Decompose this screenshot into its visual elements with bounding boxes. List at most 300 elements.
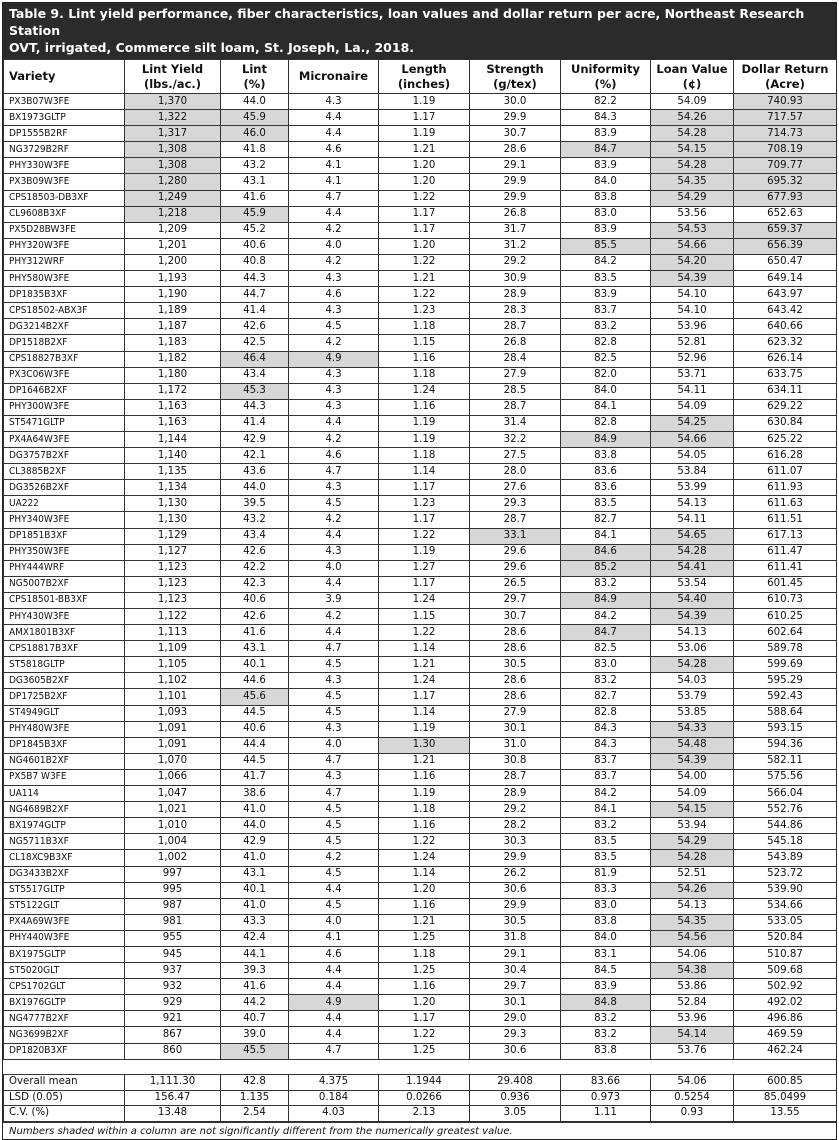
cell-strength: 30.6 xyxy=(470,1043,561,1059)
cell-lint: 43.6 xyxy=(221,464,289,480)
cell-lint-yield: 1,047 xyxy=(125,786,221,802)
cell-lint-yield: 1,091 xyxy=(125,737,221,753)
table-row xyxy=(4,560,837,576)
cell-lint-yield: 860 xyxy=(125,1043,221,1059)
table-row xyxy=(4,110,837,126)
summary-loan-value: 54.06 xyxy=(651,1075,734,1091)
cell-uniformity: 83.8 xyxy=(561,1043,651,1059)
cell-dollar-return: 634.11 xyxy=(734,383,837,399)
table-row xyxy=(4,319,837,335)
table-row xyxy=(4,271,837,287)
cell-lint: 39.0 xyxy=(221,1027,289,1043)
cell-variety: ST5122GLT xyxy=(4,898,125,914)
cell-dollar-return: 601.45 xyxy=(734,576,837,592)
header-micronaire: Micronaire xyxy=(289,60,379,94)
cell-variety: PHY300W3FE xyxy=(4,399,125,415)
cell-variety: PX3B09W3FE xyxy=(4,174,125,190)
cell-lint: 44.5 xyxy=(221,753,289,769)
cell-lint: 44.3 xyxy=(221,399,289,415)
table-row xyxy=(4,222,837,238)
cell-variety: ST4949GLT xyxy=(4,705,125,721)
cell-dollar-return: 544.86 xyxy=(734,818,837,834)
cell-micronaire: 4.5 xyxy=(289,898,379,914)
cell-dollar-return: 610.73 xyxy=(734,592,837,608)
cell-uniformity: 84.7 xyxy=(561,142,651,158)
cell-lint: 43.4 xyxy=(221,528,289,544)
cell-lint: 44.5 xyxy=(221,705,289,721)
cell-micronaire: 4.5 xyxy=(289,657,379,673)
cell-strength: 31.0 xyxy=(470,737,561,753)
cell-lint: 43.2 xyxy=(221,158,289,174)
cell-micronaire: 4.7 xyxy=(289,641,379,657)
cell-micronaire: 4.3 xyxy=(289,271,379,287)
cell-uniformity: 84.8 xyxy=(561,995,651,1011)
cell-length: 1.25 xyxy=(379,963,470,979)
summary-uniformity: 0.973 xyxy=(561,1090,651,1106)
cell-variety: DG3214B2XF xyxy=(4,319,125,335)
cell-strength: 29.9 xyxy=(470,190,561,206)
cell-strength: 30.6 xyxy=(470,882,561,898)
cell-length: 1.25 xyxy=(379,1043,470,1059)
cell-uniformity: 83.2 xyxy=(561,818,651,834)
cell-dollar-return: 575.56 xyxy=(734,769,837,785)
cell-strength: 28.7 xyxy=(470,512,561,528)
cell-micronaire: 4.4 xyxy=(289,979,379,995)
cell-length: 1.22 xyxy=(379,287,470,303)
cell-micronaire: 4.2 xyxy=(289,222,379,238)
cell-dollar-return: 717.57 xyxy=(734,110,837,126)
cell-length: 1.22 xyxy=(379,254,470,270)
cell-uniformity: 82.7 xyxy=(561,512,651,528)
table-title-line-1: Table 9. Lint yield performance, fiber characteristics, loan values and dollar return per acre, Northeast Research Station xyxy=(9,6,805,38)
cell-micronaire: 4.3 xyxy=(289,383,379,399)
cell-loan-value: 54.40 xyxy=(651,592,734,608)
table-row xyxy=(4,1011,837,1027)
cell-lint: 44.0 xyxy=(221,94,289,110)
cell-lint-yield: 1,187 xyxy=(125,319,221,335)
cell-strength: 26.5 xyxy=(470,576,561,592)
cell-dollar-return: 611.93 xyxy=(734,480,837,496)
cell-lint: 42.9 xyxy=(221,834,289,850)
cell-variety: ST5517GLTP xyxy=(4,882,125,898)
table-row xyxy=(4,641,837,657)
cell-uniformity: 82.8 xyxy=(561,415,651,431)
cell-loan-value: 54.00 xyxy=(651,769,734,785)
cell-length: 1.14 xyxy=(379,464,470,480)
cell-uniformity: 83.0 xyxy=(561,898,651,914)
cell-uniformity: 84.6 xyxy=(561,544,651,560)
cell-uniformity: 84.7 xyxy=(561,625,651,641)
cell-lint: 44.0 xyxy=(221,480,289,496)
cell-micronaire: 4.6 xyxy=(289,142,379,158)
cell-strength: 30.3 xyxy=(470,834,561,850)
cell-micronaire: 4.6 xyxy=(289,448,379,464)
table-row xyxy=(4,512,837,528)
cell-loan-value: 54.29 xyxy=(651,190,734,206)
cell-variety: NG5711B3XF xyxy=(4,834,125,850)
cell-dollar-return: 595.29 xyxy=(734,673,837,689)
cell-micronaire: 4.5 xyxy=(289,705,379,721)
cell-micronaire: 4.7 xyxy=(289,464,379,480)
cell-loan-value: 54.39 xyxy=(651,753,734,769)
cell-length: 1.18 xyxy=(379,319,470,335)
cell-micronaire: 4.4 xyxy=(289,126,379,142)
summary-strength: 0.936 xyxy=(470,1090,561,1106)
cell-lint-yield: 1,172 xyxy=(125,383,221,399)
cell-strength: 30.7 xyxy=(470,126,561,142)
cell-uniformity: 83.5 xyxy=(561,271,651,287)
cell-micronaire: 4.2 xyxy=(289,609,379,625)
cell-length: 1.24 xyxy=(379,383,470,399)
summary-length: 1.1944 xyxy=(379,1075,470,1091)
table-row xyxy=(4,431,837,447)
cell-variety: PHY430W3FE xyxy=(4,609,125,625)
table-row xyxy=(4,737,837,753)
cell-length: 1.22 xyxy=(379,834,470,850)
cell-dollar-return: 545.18 xyxy=(734,834,837,850)
table-row xyxy=(4,190,837,206)
cell-lint: 44.2 xyxy=(221,995,289,1011)
cell-dollar-return: 611.63 xyxy=(734,496,837,512)
table-row xyxy=(4,673,837,689)
cell-strength: 30.4 xyxy=(470,963,561,979)
cell-dollar-return: 714.73 xyxy=(734,126,837,142)
cell-length: 1.21 xyxy=(379,753,470,769)
summary-lint: 2.54 xyxy=(221,1106,289,1122)
cell-strength: 29.7 xyxy=(470,979,561,995)
cell-micronaire: 4.7 xyxy=(289,190,379,206)
table-row xyxy=(4,287,837,303)
cell-micronaire: 4.4 xyxy=(289,882,379,898)
table-row xyxy=(4,576,837,592)
cell-length: 1.16 xyxy=(379,351,470,367)
cell-variety: NG5007B2XF xyxy=(4,576,125,592)
cell-lint-yield: 1,130 xyxy=(125,512,221,528)
cell-micronaire: 4.7 xyxy=(289,1043,379,1059)
cell-lint: 42.3 xyxy=(221,576,289,592)
cell-length: 1.20 xyxy=(379,995,470,1011)
cell-dollar-return: 643.97 xyxy=(734,287,837,303)
cell-dollar-return: 656.39 xyxy=(734,238,837,254)
cell-loan-value: 54.66 xyxy=(651,431,734,447)
table-row xyxy=(4,496,837,512)
cell-uniformity: 84.1 xyxy=(561,528,651,544)
cell-uniformity: 83.6 xyxy=(561,464,651,480)
table-row xyxy=(4,592,837,608)
cell-length: 1.27 xyxy=(379,560,470,576)
cell-micronaire: 4.9 xyxy=(289,351,379,367)
cell-dollar-return: 582.11 xyxy=(734,753,837,769)
cell-strength: 28.6 xyxy=(470,689,561,705)
cell-variety: CPS18501-BB3XF xyxy=(4,592,125,608)
cell-variety: UA114 xyxy=(4,786,125,802)
cell-length: 1.19 xyxy=(379,415,470,431)
cell-lint: 41.6 xyxy=(221,190,289,206)
cell-length: 1.24 xyxy=(379,592,470,608)
cell-variety: CPS18502-ABX3F xyxy=(4,303,125,319)
cell-uniformity: 83.9 xyxy=(561,126,651,142)
cell-uniformity: 84.3 xyxy=(561,737,651,753)
cell-lint: 43.1 xyxy=(221,866,289,882)
table-row xyxy=(4,769,837,785)
cell-variety: PX5D28BW3FE xyxy=(4,222,125,238)
cell-lint-yield: 1,200 xyxy=(125,254,221,270)
cell-micronaire: 4.4 xyxy=(289,625,379,641)
cell-loan-value: 53.76 xyxy=(651,1043,734,1059)
cell-uniformity: 83.0 xyxy=(561,657,651,673)
cell-strength: 30.0 xyxy=(470,94,561,110)
table-row xyxy=(4,882,837,898)
cell-length: 1.16 xyxy=(379,979,470,995)
cell-uniformity: 84.9 xyxy=(561,431,651,447)
cell-loan-value: 54.56 xyxy=(651,930,734,946)
cell-loan-value: 54.14 xyxy=(651,1027,734,1043)
summary-lint: 42.8 xyxy=(221,1075,289,1091)
cell-lint-yield: 867 xyxy=(125,1027,221,1043)
cell-dollar-return: 611.47 xyxy=(734,544,837,560)
cell-loan-value: 53.71 xyxy=(651,367,734,383)
cell-micronaire: 4.4 xyxy=(289,1027,379,1043)
summary-dollar-return: 13.55 xyxy=(734,1106,837,1122)
table-row xyxy=(4,721,837,737)
cell-length: 1.22 xyxy=(379,1027,470,1043)
cell-micronaire: 4.3 xyxy=(289,769,379,785)
table-row xyxy=(4,1027,837,1043)
summary-lint-yield: 156.47 xyxy=(125,1090,221,1106)
cell-lint-yield: 1,105 xyxy=(125,657,221,673)
cell-uniformity: 83.2 xyxy=(561,673,651,689)
cell-uniformity: 81.9 xyxy=(561,866,651,882)
cell-strength: 30.5 xyxy=(470,914,561,930)
cell-lint: 46.0 xyxy=(221,126,289,142)
cell-lint-yield: 995 xyxy=(125,882,221,898)
summary-row xyxy=(4,1075,837,1091)
cell-loan-value: 54.15 xyxy=(651,142,734,158)
cell-lint-yield: 1,122 xyxy=(125,609,221,625)
cell-uniformity: 82.7 xyxy=(561,689,651,705)
cell-dollar-return: 629.22 xyxy=(734,399,837,415)
cell-micronaire: 4.4 xyxy=(289,415,379,431)
cell-strength: 28.3 xyxy=(470,303,561,319)
table-row xyxy=(4,383,837,399)
table-row xyxy=(4,625,837,641)
table-row xyxy=(4,930,837,946)
cell-loan-value: 54.13 xyxy=(651,898,734,914)
cell-length: 1.24 xyxy=(379,673,470,689)
cell-dollar-return: 492.02 xyxy=(734,995,837,1011)
cell-loan-value: 53.99 xyxy=(651,480,734,496)
cell-strength: 28.9 xyxy=(470,786,561,802)
cell-strength: 26.8 xyxy=(470,335,561,351)
cell-loan-value: 54.35 xyxy=(651,914,734,930)
cell-length: 1.22 xyxy=(379,190,470,206)
cell-micronaire: 4.5 xyxy=(289,496,379,512)
cell-variety: CPS18827B3XF xyxy=(4,351,125,367)
cell-lint-yield: 1,280 xyxy=(125,174,221,190)
cell-micronaire: 4.9 xyxy=(289,995,379,1011)
cell-strength: 29.0 xyxy=(470,1011,561,1027)
cell-loan-value: 54.10 xyxy=(651,303,734,319)
cell-lint-yield: 997 xyxy=(125,866,221,882)
cell-lint: 42.6 xyxy=(221,319,289,335)
cell-lint-yield: 1,144 xyxy=(125,431,221,447)
cell-lint: 45.9 xyxy=(221,110,289,126)
cell-uniformity: 85.5 xyxy=(561,238,651,254)
table-row xyxy=(4,802,837,818)
cell-variety: DG3757B2XF xyxy=(4,448,125,464)
cell-loan-value: 52.84 xyxy=(651,995,734,1011)
cell-lint-yield: 921 xyxy=(125,1011,221,1027)
cell-length: 1.22 xyxy=(379,625,470,641)
cell-uniformity: 83.2 xyxy=(561,576,651,592)
cell-lint-yield: 1,135 xyxy=(125,464,221,480)
cell-strength: 31.8 xyxy=(470,930,561,946)
cell-loan-value: 54.39 xyxy=(651,271,734,287)
cell-variety: CL18XC9B3XF xyxy=(4,850,125,866)
cell-lint: 42.4 xyxy=(221,930,289,946)
cell-strength: 30.1 xyxy=(470,995,561,1011)
summary-lint-yield: 1,111.30 xyxy=(125,1075,221,1091)
cell-dollar-return: 611.07 xyxy=(734,464,837,480)
cell-dollar-return: 630.84 xyxy=(734,415,837,431)
cell-dollar-return: 589.78 xyxy=(734,641,837,657)
cell-loan-value: 54.28 xyxy=(651,850,734,866)
cell-dollar-return: 566.04 xyxy=(734,786,837,802)
cell-uniformity: 83.6 xyxy=(561,480,651,496)
cell-dollar-return: 640.66 xyxy=(734,319,837,335)
cell-loan-value: 54.11 xyxy=(651,512,734,528)
cell-variety: NG4601B2XF xyxy=(4,753,125,769)
cell-micronaire: 4.3 xyxy=(289,303,379,319)
cell-variety: DP1555B2RF xyxy=(4,126,125,142)
cell-loan-value: 54.33 xyxy=(651,721,734,737)
cell-lint-yield: 1,308 xyxy=(125,158,221,174)
cell-strength: 28.7 xyxy=(470,319,561,335)
table-row xyxy=(4,1043,837,1059)
cell-variety: ST5020GLT xyxy=(4,963,125,979)
cell-dollar-return: 677.93 xyxy=(734,190,837,206)
cell-lint: 42.5 xyxy=(221,335,289,351)
cell-variety: DP1725B2XF xyxy=(4,689,125,705)
cell-variety: PHY580W3FE xyxy=(4,271,125,287)
cell-lint-yield: 1,140 xyxy=(125,448,221,464)
header-lint: Lint (%) xyxy=(221,60,289,94)
cell-variety: DP1835B3XF xyxy=(4,287,125,303)
cell-micronaire: 4.3 xyxy=(289,673,379,689)
table-row xyxy=(4,94,837,110)
cell-strength: 28.2 xyxy=(470,818,561,834)
cell-strength: 32.2 xyxy=(470,431,561,447)
cell-lint: 41.7 xyxy=(221,769,289,785)
cell-uniformity: 82.8 xyxy=(561,335,651,351)
cell-length: 1.20 xyxy=(379,174,470,190)
table-row xyxy=(4,351,837,367)
table-row xyxy=(4,946,837,962)
cell-variety: ST5471GLTP xyxy=(4,415,125,431)
cell-micronaire: 4.4 xyxy=(289,110,379,126)
cell-uniformity: 83.8 xyxy=(561,914,651,930)
cell-length: 1.23 xyxy=(379,303,470,319)
summary-loan-value: 0.5254 xyxy=(651,1090,734,1106)
cell-lint: 43.1 xyxy=(221,174,289,190)
cell-loan-value: 53.84 xyxy=(651,464,734,480)
cell-lint-yield: 1,317 xyxy=(125,126,221,142)
cell-lint-yield: 1,209 xyxy=(125,222,221,238)
cell-loan-value: 53.94 xyxy=(651,818,734,834)
cell-loan-value: 54.20 xyxy=(651,254,734,270)
cell-lint-yield: 1,183 xyxy=(125,335,221,351)
cell-lint-yield: 1,130 xyxy=(125,496,221,512)
cell-loan-value: 54.09 xyxy=(651,786,734,802)
cell-micronaire: 4.3 xyxy=(289,480,379,496)
cell-lint: 43.2 xyxy=(221,512,289,528)
cell-length: 1.19 xyxy=(379,721,470,737)
cell-loan-value: 54.29 xyxy=(651,834,734,850)
cell-variety: CL3885B2XF xyxy=(4,464,125,480)
cell-lint: 45.6 xyxy=(221,689,289,705)
cell-lint-yield: 932 xyxy=(125,979,221,995)
cell-variety: PX3C06W3FE xyxy=(4,367,125,383)
cell-length: 1.15 xyxy=(379,335,470,351)
cell-micronaire: 4.3 xyxy=(289,721,379,737)
table-row xyxy=(4,786,837,802)
header-variety: Variety xyxy=(4,60,125,94)
cell-loan-value: 54.38 xyxy=(651,963,734,979)
cell-length: 1.21 xyxy=(379,142,470,158)
cell-length: 1.18 xyxy=(379,802,470,818)
cell-dollar-return: 602.64 xyxy=(734,625,837,641)
summary-uniformity: 1.11 xyxy=(561,1106,651,1122)
cell-length: 1.19 xyxy=(379,431,470,447)
cell-strength: 29.6 xyxy=(470,544,561,560)
cell-dollar-return: 695.32 xyxy=(734,174,837,190)
table-row xyxy=(4,850,837,866)
cell-uniformity: 82.0 xyxy=(561,367,651,383)
cell-dollar-return: 625.22 xyxy=(734,431,837,447)
cell-dollar-return: 510.87 xyxy=(734,946,837,962)
cell-strength: 29.2 xyxy=(470,802,561,818)
summary-spacer xyxy=(4,1059,837,1075)
cell-lint-yield: 1,102 xyxy=(125,673,221,689)
cell-lint-yield: 987 xyxy=(125,898,221,914)
cell-loan-value: 54.15 xyxy=(651,802,734,818)
cell-length: 1.14 xyxy=(379,866,470,882)
cell-strength: 26.2 xyxy=(470,866,561,882)
cell-uniformity: 83.9 xyxy=(561,979,651,995)
cell-uniformity: 83.9 xyxy=(561,158,651,174)
cell-variety: DP1820B3XF xyxy=(4,1043,125,1059)
cell-lint-yield: 945 xyxy=(125,946,221,962)
cell-lint: 43.1 xyxy=(221,641,289,657)
cell-variety: UA222 xyxy=(4,496,125,512)
cell-lint-yield: 1,189 xyxy=(125,303,221,319)
cell-strength: 28.5 xyxy=(470,383,561,399)
cell-lint-yield: 955 xyxy=(125,930,221,946)
cell-lint: 41.8 xyxy=(221,142,289,158)
cell-lint: 44.3 xyxy=(221,271,289,287)
cell-micronaire: 4.2 xyxy=(289,254,379,270)
cell-length: 1.16 xyxy=(379,769,470,785)
cell-lint: 41.6 xyxy=(221,979,289,995)
table-row xyxy=(4,335,837,351)
cell-length: 1.18 xyxy=(379,367,470,383)
cell-strength: 28.0 xyxy=(470,464,561,480)
cell-loan-value: 54.11 xyxy=(651,383,734,399)
cell-strength: 29.7 xyxy=(470,592,561,608)
cell-dollar-return: 611.41 xyxy=(734,560,837,576)
cell-uniformity: 84.2 xyxy=(561,254,651,270)
cell-length: 1.19 xyxy=(379,544,470,560)
